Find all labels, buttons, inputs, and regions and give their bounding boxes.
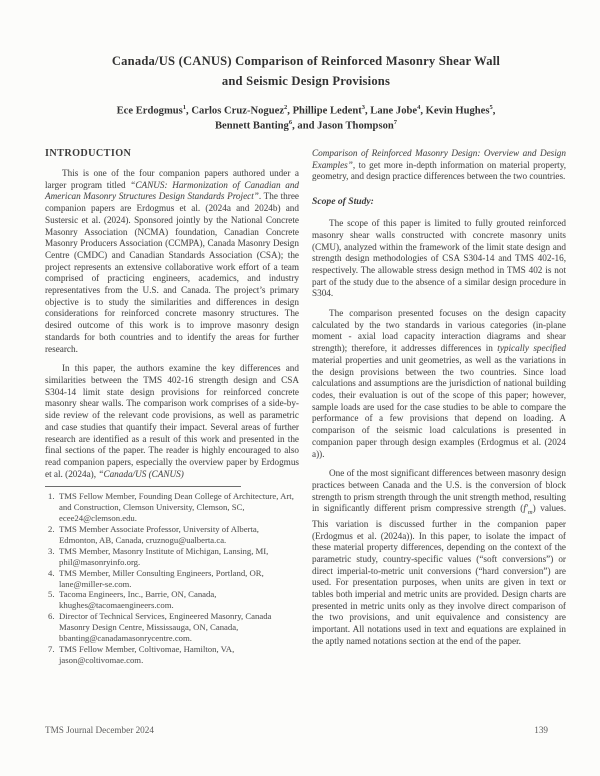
right-column	[312, 148, 566, 666]
scope-paragraph-2	[312, 308, 566, 460]
footnote-number: 1.	[48, 491, 55, 502]
text-segment: 6	[288, 118, 293, 126]
footnote-text: TMS Member, Masonry Institute of Michigan, Lansing, MI, phil@masonryinfo.org.	[59, 545, 269, 567]
text-segment: 3	[361, 104, 365, 112]
section-heading-introduction: INTRODUCTION	[45, 148, 132, 160]
page-footer	[45, 725, 548, 735]
text-segment: 5	[489, 104, 493, 112]
text-segment: , Lane Jobe	[365, 105, 418, 117]
text-segment: typically specified	[497, 343, 566, 354]
footnote-text: TMS Member Associate Professor, University of Alberta, Edmonton, AB, Canada, cruznogu@ualberta.ca.	[59, 524, 259, 545]
footnote-item	[45, 644, 299, 666]
footnote-text: Director of Technical Services, Engineered Masonry, Canada Masonry Design Centre, Mississauga, ON, Canada, bbanting@canadamasonrycentre.com.	[59, 611, 272, 644]
text-segment: The scope of this paper is limited to fully grouted reinforced masonry shear walls constructed with concrete masonry units (CMU), analyzed within the framework of the limit state design and strength design methodologies of CSA S304-14 and TMS 402-16, respectively. The allowable stress design method in TMS 402 is not part of the study due to the absence of a similar design procedure in S304.	[312, 218, 566, 299]
footnote-number: 7.	[48, 644, 55, 654]
text-segment: Bennett Banting	[214, 120, 289, 132]
text-segment: One of the most significant differences between masonry design practices between Canada and the U.S. is the conversion of block strength to prism strength through the unit strength method, resulting in significantly different prism compressive strength (	[312, 468, 566, 514]
footnote-number: 3.	[48, 545, 55, 556]
scope-paragraph-3	[312, 468, 566, 647]
footnote-item	[45, 611, 299, 644]
text-segment: The comparison presented focuses on the design capacity calculated by the two standards in various categories (in-plane moment - axial load capacity interaction diagrams and shear strength); therefore, it addresses differences in	[312, 308, 566, 354]
text-segment: ) values. This variation is discussed further in the companion paper (Erdogmus et al. (2024a)). In this paper, to isolate the impact of these material property differences, depending on the context of the parametric study, country-specific values (“soft conversions”) or direct imperial-to-metric unit conversions (“hard conversion”) are used. For presentation purposes, when units are given in text or tables both imperial and metric units are provided. Design charts are presented in metric units only as they involve direct comparison of the two provisions, and unit equivalence and consistency are important. All notations used in text and equations are explained in the aptly named notations section at the end of the paper.	[312, 503, 567, 646]
footnote-item	[45, 568, 299, 590]
footnote-text: TMS Fellow Member, Coltivomae, Hamilton, VA, jason@coltivomae.com.	[59, 644, 235, 665]
footnote-number: 2.	[48, 524, 55, 535]
journal-footer-text: TMS Journal December 2024	[45, 725, 154, 735]
text-segment: 7	[393, 118, 398, 126]
left-column	[45, 148, 299, 666]
author-line-1	[45, 104, 567, 119]
text-segment: m	[527, 509, 533, 517]
footnote-text: TMS Member, Miller Consulting Engineers, Portland, OR, lane@miller-se.com.	[59, 567, 264, 589]
text-segment: , Kevin Hughes	[420, 105, 490, 117]
text-segment: , Carlos Cruz-Noguez	[186, 105, 285, 117]
continuation-paragraph	[312, 148, 566, 183]
footnote-number: 5.	[48, 589, 55, 600]
introduction-paragraph-1	[45, 168, 299, 355]
footnote-item	[45, 524, 299, 546]
footnote-number: 6.	[48, 611, 55, 622]
footnotes-list	[45, 491, 299, 666]
text-segment: “Canada/US (CANUS)	[98, 468, 184, 479]
text-segment: , to get more in-depth information on material property, geometry, and design practice differences between the two countries.	[312, 159, 566, 182]
footnote-item	[45, 589, 299, 611]
footnote-text: TMS Fellow Member, Founding Dean College of Architecture, Art, and Construction, Clemson University, Clemson, SC, ecee24@clemson.edu.	[59, 491, 294, 524]
footnote-item	[45, 491, 299, 524]
subheading-scope-of-study: Scope of Study:	[312, 196, 374, 208]
paper-title-line: Canada/US (CANUS) Comparison of Reinforced Masonry Shear Wall	[111, 54, 501, 68]
text-segment: f′	[523, 503, 528, 514]
introduction-paragraph-2	[45, 363, 299, 480]
text-segment: This is one of the four companion papers authored under a larger program titled	[45, 168, 299, 190]
footnote-item	[45, 546, 299, 568]
page-number: 139	[534, 725, 548, 735]
paper-title-line: and Seismic Design Provisions	[221, 73, 391, 88]
footnote-separator	[45, 486, 241, 487]
two-column-body	[45, 148, 567, 666]
scope-paragraph-1	[312, 218, 566, 300]
text-segment: 2	[284, 104, 288, 112]
text-segment: 4	[417, 104, 421, 112]
text-segment: 1	[182, 104, 187, 112]
text-segment: “CANUS: Harmonization of Canadian and American Masonry Structures Design Standards Project”	[45, 179, 300, 202]
text-segment: In this paper, the authors examine the key differences and similarities between the TMS 402-16 strength design and CSA S304-14 limit state design provisions for reinforced concrete masonry shear walls. The comparison work comprises of a side-by-side review of the relevant code provisions, as well as parametric and case studies that quantify their impact. Several areas of further research are identified as a result of this work and presented in the final sections of the paper. The reader is highly encouraged to also read companion papers, especially the overview paper by Erdogmus et al. (2024a),	[45, 363, 299, 479]
footnote-text: Tacoma Engineers, Inc., Barrie, ON, Canada, khughes@tacomaengineers.com.	[59, 589, 217, 611]
text-segment: Comparison of Reinforced Masonry Design: Overview and Design Examples”	[312, 148, 566, 170]
text-segment: Ece Erdogmus	[116, 105, 183, 117]
footnote-number: 4.	[48, 567, 55, 578]
text-segment: ,	[492, 105, 496, 117]
author-line-2	[45, 119, 567, 134]
text-segment: , Phillipe Ledent	[287, 105, 362, 117]
text-segment: . The three companion papers are Erdogmus et al. (2024a and 2024b) and Sustersic et al. (2024). Sponsored jointly by the National Concrete Masonry Association (NCMA) foundation, Canadian Concrete Masonry Producers Association (CCMPA), Canada Masonry Design Centre (CMDC) and Canadian Standards Association (CSA); the project represents an extensive collaborative work effort of a team comprised of practicing engineers, academics, and industry representatives from the U.S. and Canada. The project’s primary objective is to study the similarities and differences in design considerations for reinforced concrete masonry structures. The desired outcome of this work is to improve masonry design standards for both countries and to identify the areas for further research.	[45, 191, 299, 354]
text-segment: material properties and unit geometries, as well as the variations in the design provisions between the two countries. Since load calculations and assumptions are the jurisdiction of national building codes, their evaluation is out of the scope of this paper; however, sample loads are used for the case studies to be able to compare the performance of a few provisions that depend on loading. A comparison of the seismic load calculations is presented in companion paper through design examples (Erdogmus et al. (2024 a)).	[312, 354, 566, 459]
paper-title	[45, 52, 567, 91]
text-segment: , and Jason Thompson	[292, 120, 394, 132]
author-block	[45, 104, 567, 133]
